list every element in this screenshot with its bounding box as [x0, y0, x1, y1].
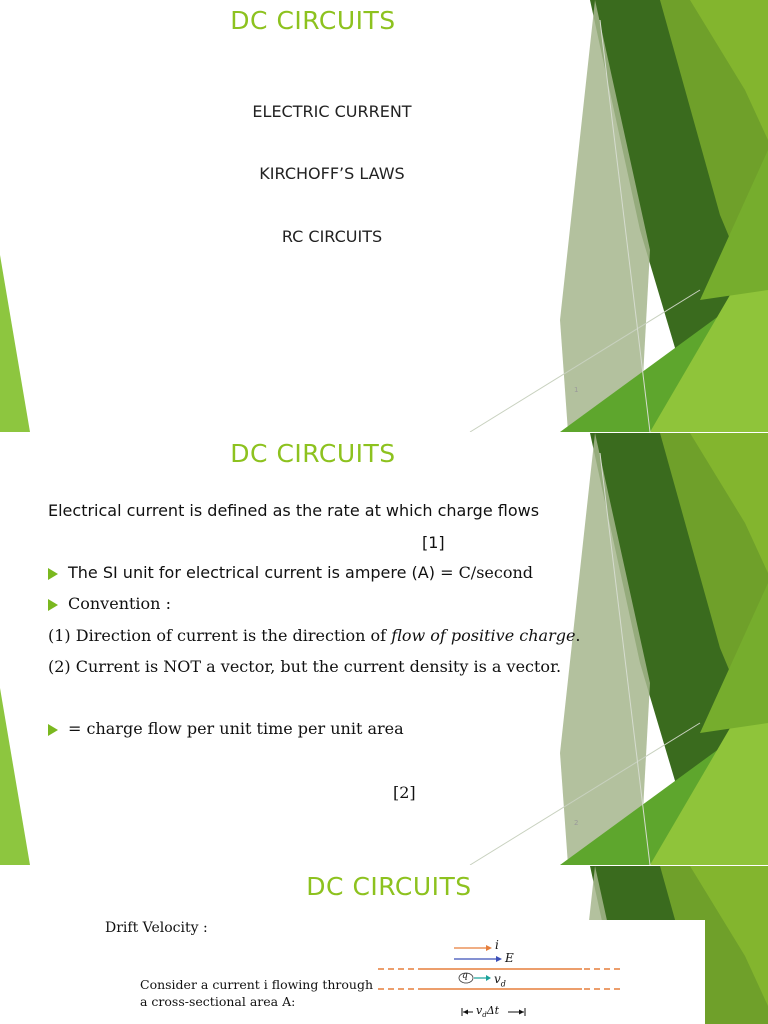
si-unit-formula: = C/second	[434, 563, 534, 582]
slide-3	[0, 866, 768, 1024]
charge-symbol: q	[462, 971, 468, 981]
span-v: v	[476, 1004, 483, 1017]
bullet-triangle-icon	[48, 599, 58, 611]
consider-line-2: a cross-sectional area A:	[140, 994, 296, 1009]
convention-line-1	[48, 626, 581, 645]
field-symbol: E	[505, 951, 514, 965]
slide-number: 2	[574, 819, 579, 827]
convention-text: Convention :	[68, 594, 171, 613]
slide-title: DC CIRCUITS	[306, 872, 472, 901]
drift-velocity-figure	[84, 920, 705, 1024]
green-facets-decoration	[0, 433, 768, 865]
convention-line-1-suffix: .	[575, 626, 581, 645]
current-density-bullet	[48, 719, 404, 738]
current-density-text: = charge flow per unit time per unit area	[68, 719, 404, 738]
convention-bullet	[48, 594, 171, 613]
convention-line-1-prefix: (1) Direction of current is the direction of	[48, 626, 392, 645]
slide-title: DC CIRCUITS	[230, 6, 396, 35]
bullet-triangle-icon	[48, 568, 58, 580]
consider-line-1: Consider a current i flowing through	[140, 977, 374, 992]
current-symbol: i	[495, 938, 499, 952]
span-sub: d	[482, 1011, 487, 1020]
slide-title: DC CIRCUITS	[230, 439, 396, 468]
drift-velocity-symbol	[494, 972, 506, 988]
span-dt: Δt	[486, 1004, 500, 1017]
convention-line-1-italic: flow of positive charge	[391, 626, 576, 645]
current-definition: Electrical current is defined as the rate at which charge flows	[48, 501, 540, 520]
green-facets-decoration	[0, 0, 768, 432]
agenda-item-kirchoffs-laws: KIRCHOFF’S LAWS	[259, 164, 405, 183]
si-unit-text: The SI unit for electrical current is ampere (A)	[68, 563, 435, 582]
reference-2: [2]	[393, 783, 416, 802]
agenda-item-electric-current: ELECTRIC CURRENT	[252, 102, 412, 121]
span-label	[476, 1004, 499, 1019]
slide-2	[0, 433, 768, 865]
drift-velocity-sub: d	[500, 979, 506, 989]
convention-line-2: (2) Current is NOT a vector, but the current density is a vector.	[48, 657, 562, 676]
slide-1	[0, 0, 768, 432]
drift-velocity-v: v	[494, 972, 501, 986]
si-unit-bullet	[48, 563, 533, 582]
slide-number: 1	[574, 386, 579, 394]
agenda-item-rc-circuits: RC CIRCUITS	[281, 227, 383, 246]
drift-velocity-label: Drift Velocity :	[105, 920, 208, 936]
reference-1: [1]	[422, 533, 445, 552]
bullet-triangle-icon	[48, 724, 58, 736]
